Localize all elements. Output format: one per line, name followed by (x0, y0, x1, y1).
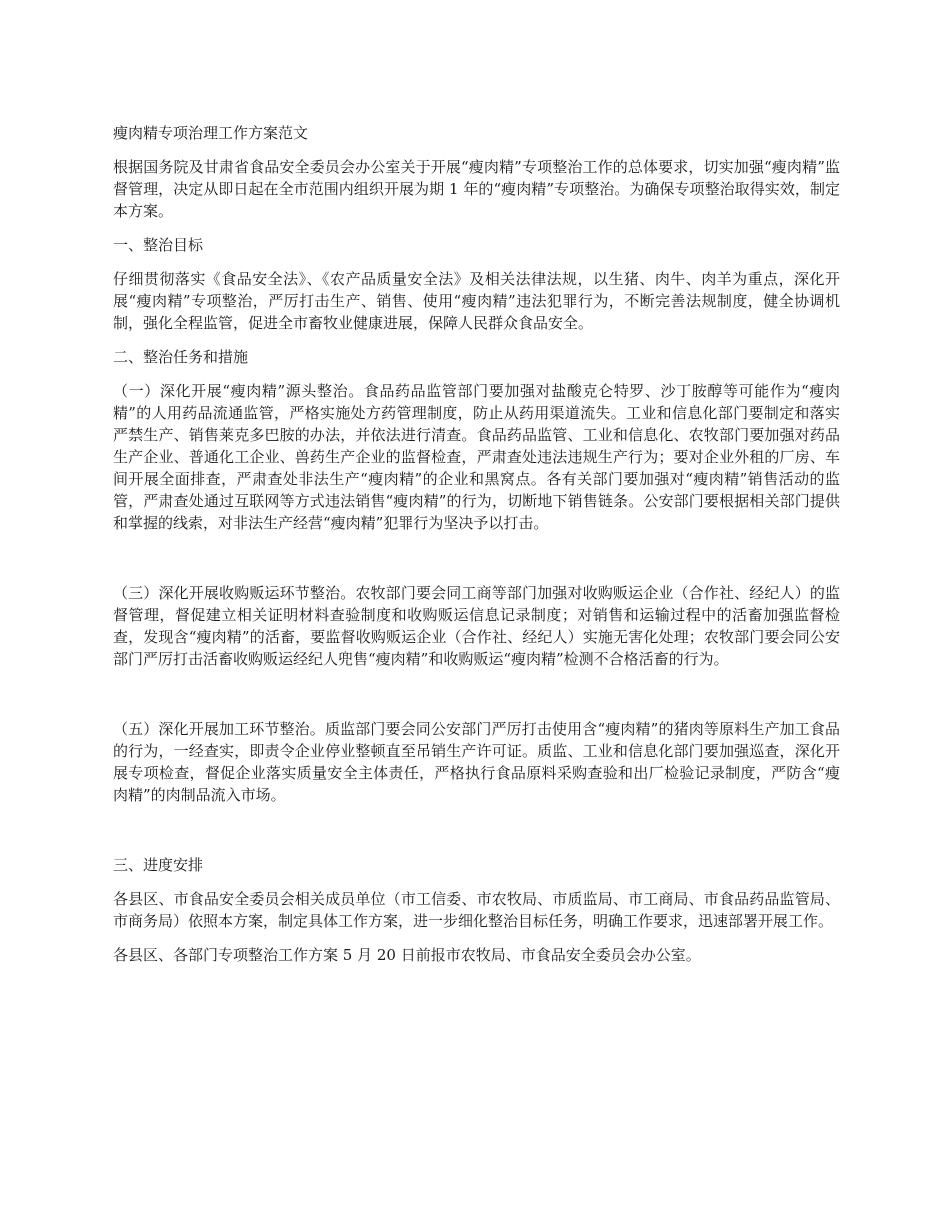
section-1-heading: 一、整治目标 (113, 236, 204, 254)
paragraph-gap (113, 682, 840, 718)
section-1-paragraph: 仔细贯彻落实《食品安全法》、《农产品质量安全法》及相关法律法规，以生猪、肉牛、肉羊为重点，深化开展“瘦肉精”专项整治，严厉打击生产、销售、使用“瘦肉精”违法犯罪行为，不断完善法规制度，健全协调机制，强化全程监管，促进全市畜牧业健康进展，保障人民群众食品安全。 (113, 270, 840, 332)
section-3-paragraph-2: 各县区、各部门专项整治工作方案 5 月 20 日前报市农牧局、市食品安全委员会办公室。 (113, 946, 701, 964)
document-page (113, 122, 840, 978)
intro-paragraph: 根据国务院及甘肃省食品安全委员会办公室关于开展“瘦肉精”专项整治工作的总体要求，切实加强“瘦肉精”监督管理，决定从即日起在全市范围内组织开展为期 1 年的“瘦肉精”专项整治。为确保专项整治取得实效，制定本方案。 (113, 158, 840, 220)
document-title: 瘦肉精专项治理工作方案范文 (113, 124, 309, 142)
section-2-item-5-paragraph: （五）深化开展加工环节整治。质监部门要会同公安部门严厉打击使用含“瘦肉精”的猪肉等原料生产加工食品的行为，一经查实，即责令企业停业整顿直至吊销生产许可证。质监、工业和信息化部门要加强巡查，深化开展专项检查，督促企业落实质量安全主体责任，严格执行食品原料采购查验和出厂检验记录制度，严防含“瘦肉精”的肉制品流入市场。 (113, 720, 840, 804)
paragraph-gap (113, 818, 840, 854)
section-3-heading: 三、进度安排 (113, 856, 204, 874)
section-2-heading: 二、整治任务和措施 (113, 348, 249, 366)
paragraph-gap (113, 546, 840, 582)
section-3-paragraph-1: 各县区、市食品安全委员会相关成员单位（市工信委、市农牧局、市质监局、市工商局、市食品药品监管局、市商务局）依照本方案，制定具体工作方案，进一步细化整治目标任务，明确工作要求，迅速部署开展工作。 (113, 890, 840, 930)
section-2-item-1-paragraph: （一）深化开展“瘦肉精”源头整治。食品药品监管部门要加强对盐酸克仑特罗、沙丁胺醇等可能作为“瘦肉精”的人用药品流通监管，严格实施处方药管理制度，防止从药用渠道流失。工业和信息化部门要制定和落实严禁生产、销售莱克多巴胺的办法，并依法进行清查。食品药品监管、工业和信息化、农牧部门要加强对药品生产企业、普通化工企业、兽药生产企业的监督检查，严肃查处违法违规生产行为；要对企业外租的厂房、车间开展全面排查，严肃查处非法生产“瘦肉精”的企业和黑窝点。各有关部门要加强对“瘦肉精”销售活动的监管，严肃查处通过互联网等方式违法销售“瘦肉精”的行为，切断地下销售链条。公安部门要根据相关部门提供和掌握的线索，对非法生产经营“瘦肉精”犯罪行为坚决予以打击。 (113, 382, 840, 532)
section-2-item-3-paragraph: （三）深化开展收购贩运环节整治。农牧部门要会同工商等部门加强对收购贩运企业（合作社、经纪人）的监督管理，督促建立相关证明材料查验制度和收购贩运信息记录制度；对销售和运输过程中的活畜加强监督检查，发现含“瘦肉精”的活畜，要监督收购贩运企业（合作社、经纪人）实施无害化处理；农牧部门要会同公安部门严厉打击活畜收购贩运经纪人兜售“瘦肉精”和收购贩运“瘦肉精”检测不合格活畜的行为。 (113, 584, 840, 668)
